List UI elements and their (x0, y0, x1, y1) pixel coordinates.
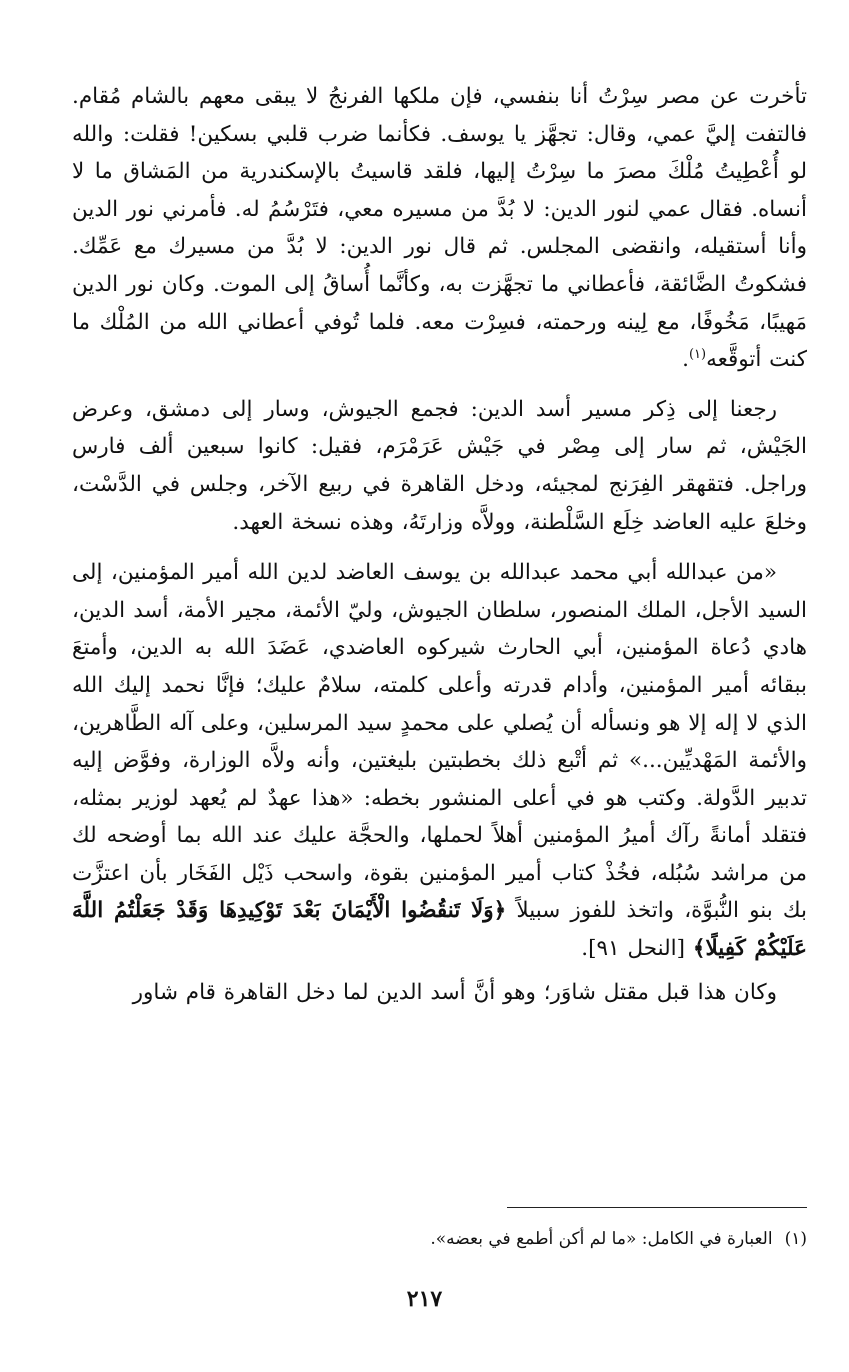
paragraph-2: رجعنا إلى ذِكر مسير أسد الدين: فجمع الجيوش، وسار إلى دمشق، وعرض الجَيْش، ثم سار إلى مِصْر في جَيْش عَرَمْرَم، فقيل: كانوا سبعين ألف فارس وراجل. فتقهقر الفِرَنج لمجيئه، ودخل القاهرة في ربيع الآخر، وجلس في الدَّسْت، وخلعَ عليه العاضد خِلَع السَّلْطنة، وولاَّه وزارتَهُ، وهذه نسخة العهد. (72, 396, 807, 535)
footnote (72, 1224, 807, 1254)
paragraph-1 (72, 78, 807, 379)
footnote-marker: (١) (784, 1229, 807, 1249)
footnote-reference[interactable]: (١) (688, 347, 707, 362)
page-number: ٢١٧ (406, 1286, 443, 1312)
footnote-text: العبارة في الكامل: «ما لم أكن أطمع في بعضه». (430, 1229, 773, 1249)
paragraph-3 (72, 554, 807, 968)
quran-verse: ﴿وَلَا تَنقُضُوا الْأَيْمَانَ بَعْدَ تَوْكِيدِهَا وَقَدْ جَعَلْتُمُ اللَّهَ عَلَيْكُمْ كَفِيلًا﴾ (72, 898, 807, 962)
quran-citation: [النحل ٩١]. (581, 936, 686, 962)
main-text (72, 78, 807, 1011)
paragraph-3-text: «من عبدالله أبي محمد عبدالله بن يوسف العاضد لدين الله أمير المؤمنين، إلى السيد الأجل، الملك المنصور، سلطان الجيوش، وليّ الأئمة، مجير الأمة، أسد الدين، هادي دُعاة المؤمنين، أبي الحارث شيركوه العاضدي، عَضَدَ الله به الدين، وأمتعَ ببقائه أمير المؤمنين، وأدام قدرته وأعلى كلمته، سلامٌ عليك؛ فإنَّا نحمد إليك الله الذي لا إله إلا هو ونسأله أن يُصلي على محمدٍ سيد المرسلين، وعلى آله الطَّاهرين، والأئمة المَهْديِّين...» ثم أتْبع ذلك بخطبتين بليغتين، وأنه ولاَّه الوزارة، وفوَّض إليه تدبير الدَّولة. وكتب هو في أعلى المنشور بخطه: «هذا عهدٌ لم يُعهد لوزير بمثله، فتقلد أمانةً رآك أميرُ المؤمنين أهلاً لحملها، والحجَّة عليك عند الله بما أوضحه لك من مراشد سُبُله، فخُذْ كتاب أمير المؤمنين بقوة، واسحب ذَيْل الفَخَار بأن اعتزَّت بك بنو النُّبوَّة، واتخذ للفوز سبيلاً (72, 560, 807, 924)
footnote-separator (507, 1207, 807, 1208)
paragraph-1-tail: . (682, 347, 689, 373)
paragraph-1-text: تأخرت عن مصر سِرْتُ أنا بنفسي، فإن ملكها الفرنجُ لا يبقى معهم بالشام مُقام. فالتفت إليَّ عمي، وقال: تجهَّز يا يوسف. فكأنما ضرب قلبي بسكين! فقلت: والله لو أُعْطِيتُ مُلْكَ مصرَ ما سِرْتُ إليها، فلقد قاسيتُ بالإسكندرية من المَشاق ما لا أنساه. فقال عمي لنور الدين: لا بُدَّ من مسيره معي، فتَرْسُمُ له. فأمرني نور الدين وأنا أستقيله، وانقضى المجلس. ثم قال نور الدين: لا بُدَّ من مسيرك مع عَمِّك. فشكوتُ الضَّائقة، فأعطاني ما تجهَّزت به، وكأنَّما أُساقُ إلى الموت. وكان نور الدين مَهيبًا، مَخُوفًا، مع لِينه ورحمته، فسِرْت معه. فلما تُوفي أعطاني الله من المُلْك ما كنت أتوقَّعه (72, 84, 807, 373)
paragraph-4: وكان هذا قبل مقتل شاوَر؛ وهو أنَّ أسد الدين لما دخل القاهرة قام شاور (132, 979, 777, 1005)
